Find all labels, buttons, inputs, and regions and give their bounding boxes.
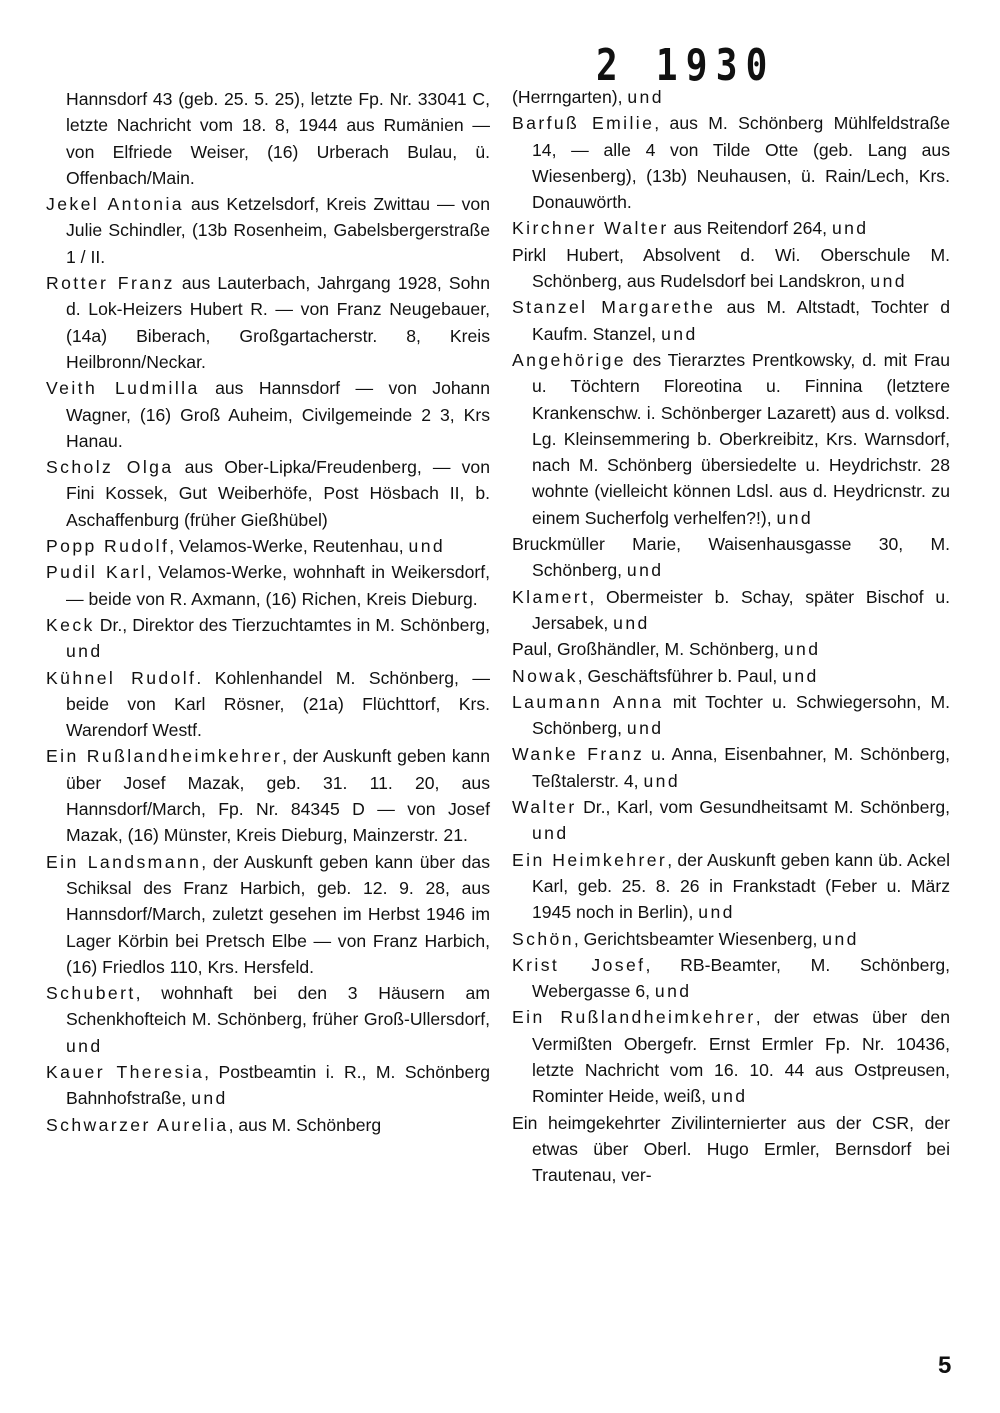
notice-entry bbox=[512, 741, 950, 794]
entry-name: Keck bbox=[46, 614, 95, 635]
notice-entry bbox=[512, 1004, 950, 1109]
entry-conjunction: und bbox=[626, 560, 664, 581]
notice-entry bbox=[46, 612, 490, 665]
entry-name: Pudil Karl bbox=[46, 562, 147, 583]
entry-text: , Velamos-Werke, wohnhaft in Weikersdorf, — beide von R. Axmann, (16) Richen, Kreis Dieburg. bbox=[66, 562, 490, 609]
entry-text: u. Anna, Eisenbahner, M. Schönberg, Teßtalerstr. 4, bbox=[532, 744, 950, 791]
entry-text: Paul, Großhändler, M. Schönberg, bbox=[512, 639, 784, 660]
entry-text: Bruckmüller Marie, Waisenhausgasse 30, M. Schönberg, bbox=[512, 534, 950, 581]
entry-text: aus Lauterbach, Jahrgang 1928, Sohn d. Lok-Heizers Hubert R. — von Franz Neugebauer, (14a) Biberach, Großgartacherstr. 8, Kreis Heilbronn/Neckar. bbox=[66, 273, 490, 372]
notice-entry bbox=[46, 375, 490, 454]
notice-entry bbox=[512, 689, 950, 742]
date-stamp: 2 1930 bbox=[596, 40, 776, 91]
notice-entry bbox=[512, 294, 950, 347]
entry-conjunction: und bbox=[822, 928, 859, 949]
entry-name: Ein Landsmann bbox=[46, 851, 202, 872]
entry-conjunction: und bbox=[654, 981, 692, 1002]
entry-name: Schwarzer Aurelia bbox=[46, 1114, 229, 1135]
entry-name: Rotter Franz bbox=[46, 273, 175, 294]
entry-name: Stanzel Margarethe bbox=[512, 297, 716, 318]
entry-conjunction: und bbox=[643, 770, 681, 791]
notice-entry bbox=[512, 531, 950, 584]
notice-entry bbox=[46, 533, 490, 559]
entry-conjunction: und bbox=[782, 665, 819, 686]
notice-entry bbox=[46, 1112, 490, 1138]
notice-entry bbox=[512, 952, 950, 1005]
entry-conjunction: und bbox=[776, 507, 814, 528]
entry-text: , RB-Beamter, M. Schönberg, Webergasse 6, bbox=[532, 954, 950, 1002]
entry-text: Dr., Karl, vom Gesundheitsamt M. Schönberg, bbox=[576, 797, 950, 818]
entry-text: Hannsdorf 43 (geb. 25. 5. 25), letzte Fp. Nr. 33041 C, letzte Nachricht vom 18. 8, 1944 aus Rumänien — von Elfriede Weiser, (16) Urberach Bulau, ü. Offenbach/Main. bbox=[66, 89, 490, 188]
entry-text: , wohnhaft bei den 3 Häusern am Schenkhofteich M. Schönberg, früher Groß-Ullersdorf, bbox=[66, 983, 490, 1030]
notice-entry bbox=[46, 849, 490, 980]
entry-text: , Obermeister b. Schay, später Bischof u. Jersabek, bbox=[532, 586, 950, 633]
entry-name: Walter bbox=[512, 797, 577, 818]
page-number: 5 bbox=[938, 1352, 952, 1379]
notice-entry bbox=[512, 110, 950, 215]
entry-text: , Gerichtsbeamter Wiesenberg, bbox=[573, 928, 823, 949]
left-column bbox=[46, 86, 490, 1138]
notice-entry bbox=[512, 847, 950, 926]
entry-conjunction: und bbox=[626, 718, 664, 739]
entry-conjunction: und bbox=[661, 323, 698, 344]
entry-name: Klamert bbox=[512, 586, 590, 607]
entry-text: , Postbeamtin i. R., M. Schönberg Bahnhofstraße, bbox=[66, 1061, 490, 1109]
entry-conjunction: und bbox=[698, 902, 735, 923]
entry-name: Schön bbox=[512, 928, 574, 949]
notice-entry bbox=[46, 454, 490, 533]
notice-entry bbox=[46, 86, 490, 191]
entry-text: aus Ketzelsdorf, Kreis Zwittau — von Julie Schindler, (13b Rosenheim, Gabelsbergerstraße 1 / II. bbox=[66, 194, 490, 267]
entry-name: Kauer Theresia bbox=[46, 1061, 205, 1082]
entry-name: Barfuß Emilie bbox=[512, 113, 655, 134]
entry-text: , der Auskunft geben kann über das Schiksal des Franz Harbich, geb. 12. 9. 28, aus Hannsdorf/March, zuletzt gesehen im Herbst 1946 im Lager Körbin bei Pretsch Elbe — von Franz Harbich, (16) Friedlos 110, Krs. Hersfeld. bbox=[66, 851, 491, 977]
entry-text: aus M. Altstadt, Tochter d Kaufm. Stanzel, bbox=[532, 297, 950, 344]
right-column bbox=[512, 84, 950, 1188]
entry-conjunction: und bbox=[191, 1088, 228, 1109]
entry-text: Dr., Direktor des Tierzuchtamtes in M. Schönberg, bbox=[94, 614, 490, 635]
entry-text: , aus M. Schönberg Mühlfeldstraße 14, — alle 4 von Tilde Otte (geb. Lang aus Wiesenberg), (13b) Neuhausen, ü. Rain/Lech, Krs. Donauwörth. bbox=[532, 113, 951, 213]
entry-conjunction: und bbox=[408, 536, 446, 557]
entry-conjunction: und bbox=[66, 641, 103, 662]
notice-entry bbox=[46, 980, 490, 1059]
notice-entry bbox=[512, 242, 950, 295]
entry-conjunction: und bbox=[783, 639, 821, 660]
notice-entry bbox=[46, 743, 490, 848]
entry-name: Laumann Anna bbox=[512, 691, 664, 712]
entry-text: des Tierarztes Prentkowsky, d. mit Frau u. Töchtern Floreotina u. Finnina (letztere Krankenschw. i. Schönberger Lazarett) aus d. volksd. Lg. Kleinsemmering b. Oberkreibitz, Krs. Warnsdorf, nach M. Schönberg übersiedelte u. Heydrichstr. 28 wohnte (vielleicht können Ldsl. aus d. Heydricnstr. zu einem Sucherfolg verhelfen?!), bbox=[532, 349, 950, 528]
entry-name: Popp Rudolf bbox=[46, 536, 170, 557]
entry-text: , aus M. Schönberg bbox=[228, 1114, 382, 1135]
entry-text: Pirkl Hubert, Absolvent d. Wi. Oberschule M. Schönberg, aus Rudelsdorf bei Landskron, bbox=[512, 244, 950, 292]
entry-text: , der Auskunft geben kann üb. Ackel Karl, geb. 25. 8. 26 in Frankstadt (Feber u. März 1945 noch in Berlin), bbox=[532, 849, 951, 923]
entry-conjunction: und bbox=[710, 1086, 748, 1107]
entry-name: Nowak bbox=[512, 665, 578, 686]
notice-entry bbox=[512, 84, 950, 110]
entry-text: aus Hannsdorf — von Johann Wagner, (16) Groß Auheim, Civilgemeinde 2 3, Krs Hanau. bbox=[66, 378, 490, 451]
entry-name: Angehörige bbox=[512, 349, 626, 370]
entry-name: Schubert bbox=[46, 983, 136, 1004]
notice-entry bbox=[46, 665, 490, 744]
notice-entry bbox=[512, 794, 950, 847]
notice-entry bbox=[512, 663, 950, 689]
entry-name: Kühnel Rudolf bbox=[46, 667, 197, 688]
notice-entry bbox=[512, 215, 950, 241]
entry-name: Scholz Olga bbox=[46, 457, 174, 478]
notice-entry bbox=[512, 926, 950, 952]
notice-entry bbox=[46, 270, 490, 375]
entry-text: , der Auskunft geben kann über Josef Mazak, geb. 31. 11. 20, aus Hannsdorf/March, Fp. Nr. 84345 D — von Josef Mazak, (16) Münster, Kreis Dieburg, Mainzerstr. 21. bbox=[66, 746, 490, 846]
entry-text: aus Reitendorf 264, bbox=[668, 218, 832, 239]
entry-conjunction: und bbox=[627, 87, 664, 107]
entry-name: Wanke Franz bbox=[512, 744, 645, 765]
entry-name: Jekel Antonia bbox=[46, 194, 184, 215]
entry-name: Krist Josef bbox=[512, 954, 646, 975]
entry-text: , Geschäftsführer b. Paul, bbox=[577, 665, 783, 686]
entry-text: . Kohlenhandel M. Schönberg, — beide von Karl Rösner, (21a) Flüchttorf, Krs. Warendorf Westf. bbox=[66, 667, 490, 741]
entry-text: , Velamos-Werke, Reutenhau, bbox=[169, 536, 409, 557]
entry-text: mit Tochter u. Schwiegersohn, M. Schönberg, bbox=[532, 691, 950, 739]
entry-name: Veith Ludmilla bbox=[46, 378, 200, 399]
notice-entry bbox=[512, 584, 950, 637]
notice-entry bbox=[46, 1059, 490, 1112]
entry-conjunction: und bbox=[613, 612, 650, 633]
notice-entry bbox=[46, 191, 490, 270]
entry-name: Ein Heimkehrer bbox=[512, 849, 668, 870]
entry-text: aus Ober-Lipka/Freudenberg, — von Fini Kossek, Gut Weiberhöfe, Post Hösbach II, b. Aschaffenburg (früher Gießhübel) bbox=[66, 457, 490, 530]
notice-entry bbox=[512, 636, 950, 662]
entry-text: , der etwas über den Vermißten Obergefr. Ernst Ermler Fp. Nr. 10436, letzte Nachricht vom 16. 10. 44 aus Ostpreusen, Rominter Heide, weiß, bbox=[532, 1007, 950, 1107]
entry-name: Ein Rußlandheimkehrer bbox=[512, 1007, 756, 1028]
notice-entry bbox=[512, 1110, 950, 1189]
entry-conjunction: und bbox=[532, 823, 569, 844]
notice-entry bbox=[512, 347, 950, 531]
entry-text: Ein heimgekehrter Zivilinternierter aus der CSR, der etwas über Oberl. Hugo Ermler, Bernsdorf bei Trautenau, ver- bbox=[512, 1112, 950, 1186]
entry-conjunction: und bbox=[66, 1035, 103, 1056]
entry-text: (Herrngarten), bbox=[512, 87, 628, 107]
entry-conjunction: und bbox=[831, 218, 869, 239]
entry-name: Kirchner Walter bbox=[512, 218, 669, 239]
entry-name: Ein Rußlandheimkehrer bbox=[46, 746, 283, 767]
entry-conjunction: und bbox=[870, 271, 907, 292]
notice-entry bbox=[46, 559, 490, 612]
